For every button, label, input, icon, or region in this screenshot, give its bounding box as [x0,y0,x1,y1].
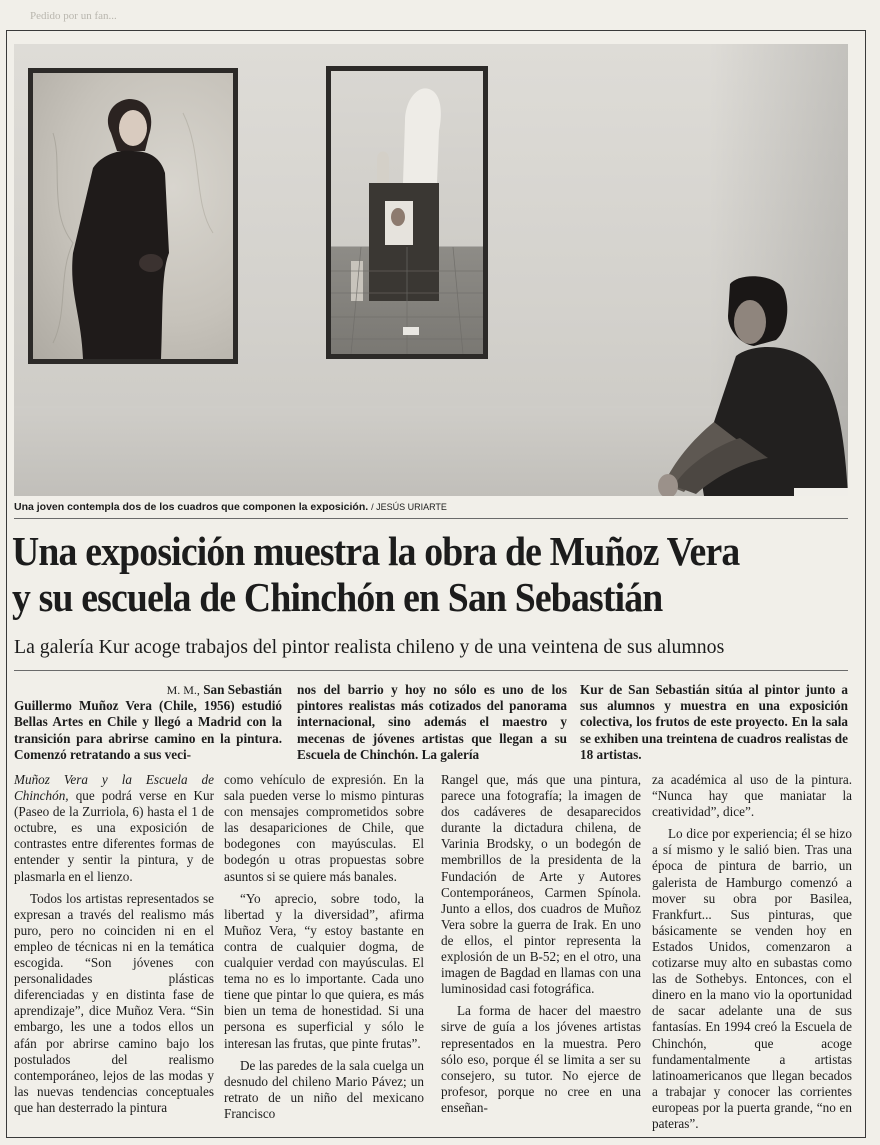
lede-column-2 [297,682,567,763]
still-life-illustration [331,71,483,354]
col4-p1: za académica al uso de la pintura. “Nunca hay que maniatar la creatividad”, dice”. [652,772,852,820]
divider-rule [14,670,848,671]
photo-caption [14,498,848,516]
dateline: San Sebastián [203,682,282,697]
exhibition-photo [14,44,848,496]
body-column-2 [224,772,424,1122]
col2-p3: De las paredes de la sala cuelga un desnudo del chileno Mario Pávez; un retrato de un niño del mexicano Francisco [224,1057,424,1121]
headline-line-2: y su escuela de Chinchón en San Sebastián [12,574,663,620]
young-woman-spectator [644,272,848,496]
painting-still-life [326,66,488,359]
col3-p2: La forma de hacer del maestro sirve de guía a los jóvenes artistas representados en la muestra. Pero sólo eso, porque él se limita a ser su consejero, su tutor. No ejerce de profesor, porque no cree en una enseñan- [441,1003,641,1115]
headline-line-1: Una exposición muestra la obra de Muñoz Vera [12,528,740,574]
body-column-4 [652,772,852,1132]
lede-text-2: nos del barrio y hoy no sólo es uno de los pintores realistas más cotizados del panorama internacional, sino además el maestro y mecenas de jóvenes artistas que llegan a su Escuela de Chinchón. La galería [297,682,567,762]
bleed-through-text: Pedido por un fan... [30,10,117,22]
col1-p1: que podrá verse en Kur (Paseo de la Zurriola, 6) hasta el 1 de octubre, es una exposición de contrastes entre diferentes formas de entender y sentir la pintura, y de plasmarla en el lienzo. [14,788,214,884]
body-column-1 [14,772,214,1116]
lede-text-1: Guillermo Muñoz Vera (Chile, 1956) estudió Bellas Artes en Chile y llegó a Madrid con la transición para abrirse camino en la pintura. Comenzó retratando a sus veci- [14,698,282,762]
lede-text-3: Kur de San Sebastián sitúa al pintor junto a sus alumnos y muestra en una exposición colectiva, los frutos de este proyecto. En la sala se exhiben una treintena de cuadros realistas de 18 artistas. [580,682,848,762]
lede-column-1 [14,682,282,763]
painting-woman-portrait [28,68,238,364]
article-headline [12,528,785,620]
col3-p1: Rangel que, más que una pintura, parece una fotografía; la imagen de dos cadáveres de desaparecidos durante la dictadura chilena, de Varinia Brodsky, o un bodegón de membrillos de la presidenta de la Fundación de Arte y Autores Contemporáneos, Carmen Spínola. Junto a ellos, dos cuadros de Muñoz Vera sobre la guerra de Irak. En uno de ellos, el pintor representa la explosión de un B-52; en el otro, una imagen de Bagdad en llamas con una luminosidad casi fotográfica. [441,772,641,997]
col4-p2: Lo dice por experiencia; él se hizo a sí mismo y le salió bien. Tras una época de pintura de barrio, un galerista de Hamburgo comenzó a mover su obra por Basilea, Frankfurt... Sus pinturas, que básicamente se venden hoy en Estados Unidos, comenzaron a cotizarse muy alto en subastas como las de Sothebys. Entonces, con el dinero en la mano vio la oportunidad de sacar adelante una de sus fantasías. En 1994 creó la Escuela de Chinchón, que acoge fundamentalmente a artistas latinoamericanos que llegan becados a trabajar y conocer las corrientes europeas por la puerta grande, “no en pateras”. [652,826,852,1131]
divider-rule [14,518,848,519]
body-column-3 [441,772,641,1116]
photo-credit: / JESÚS URIARTE [371,502,447,512]
col2-p2: “Yo aprecio, sobre todo, la libertad y la diversidad”, afirma Muñoz Vera, “y estoy bastante en contra de cualquier dogma, de cualquier verdad con mayúsculas. El tema no es lo importante. Cada uno tiene que pintar lo que quiera, es más bien un tema de honestidad. Si una persona es superficial y sólo le interesan las frutas, que pinte frutas”. [224,890,424,1051]
article-subheadline: La galería Kur acoge trabajos del pintor realista chileno y de una veintena de sus alumnos [14,636,725,658]
caption-text: Una joven contempla dos de los cuadros que componen la exposición. [14,501,369,513]
col2-p1: como vehículo de expresión. En la sala pueden verse lo mismo pinturas con mensajes comprometidos sobre las desapariciones de Chile, que bodegones con mayúsculas. El bodegón u otras propuestas sobre asuntos si se quiere más banales. [224,772,424,884]
byline-line [14,682,282,698]
exhibition-title: Muñoz Vera y la Escuela de Chinchón, [14,772,214,804]
byline: M. M., [166,683,200,697]
woman-figure-illustration [33,73,233,359]
lede-column-3 [580,682,848,763]
col1-p2: Todos los artistas representados se expresan a través del realismo más puro, pero no coinciden ni en el empleo de técnicas ni en la temática escogida. “Son jóvenes con personalidades plásticas diferenciadas y en distinta fase de aprendizaje”, dice Muñoz Vera. “Sin embargo, les une a todos ellos un afán por abrirse camino bajo los postulados del realismo contemporáneo, lejos de las modas y las nuevas tendencias conceptuales que han desterrado la pintura [14,890,214,1115]
